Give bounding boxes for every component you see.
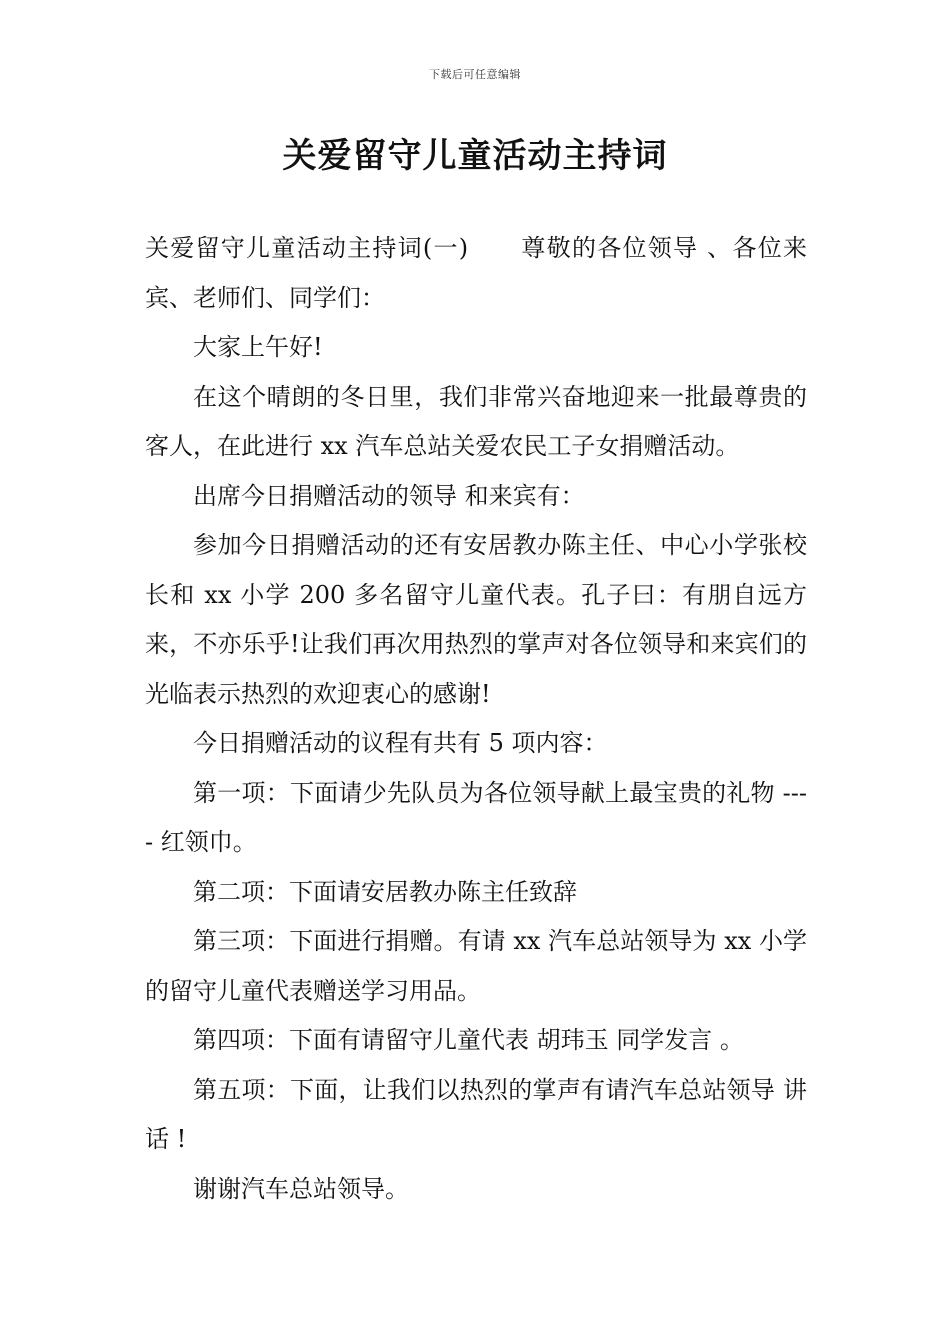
paragraph-participants: 参加今日捐赠活动的还有安居教办陈主任、中心小学张校长和 xx 小学 200 多名留守儿童代表。孔子曰：有朋自远方来，不亦乐乎!让我们再次用热烈的掌声对各位领导和来宾们的光临表示热烈的欢迎衷心的感谢! — [145, 531, 807, 708]
paragraph-agenda-item-5: 第五项：下面，让我们以热烈的掌声有请汽车总站领导 讲话 ! — [145, 1075, 807, 1153]
paragraph-greeting: 大家上午好! — [193, 333, 323, 361]
header-note: 下载后可任意编辑 — [429, 68, 521, 81]
paragraph-welcome: 在这个晴朗的冬日里，我们非常兴奋地迎来一批最尊贵的客人，在此进行 xx 汽车总站关爱农民工子女捐赠活动。 — [145, 382, 807, 460]
opening-heading: 关爱留守儿童活动主持词(一) — [145, 234, 469, 262]
document-body — [145, 224, 807, 1214]
paragraph-agenda-intro: 今日捐赠活动的议程有共有 5 项内容： — [193, 729, 608, 757]
paragraph-agenda-item-4: 第四项：下面有请留守儿童代表 胡玮玉 同学发言 。 — [193, 1026, 744, 1054]
paragraph-thanks: 谢谢汽车总站领导。 — [193, 1174, 409, 1203]
paragraph-attendees: 出席今日捐赠活动的领导 和来宾有： — [193, 481, 585, 510]
opening-salutation: 尊敬的各位领导 、各位来宾、老师们、同学们： — [145, 234, 807, 312]
opening-paragraph — [145, 224, 807, 323]
paragraph-agenda-item-2: 第二项：下面请安居教办陈主任致辞 — [193, 877, 577, 906]
paragraph-agenda-item-3: 第三项：下面进行捐赠。有请 xx 汽车总站领导为 xx 小学的留守儿童代表赠送学习用品。 — [145, 927, 807, 1005]
paragraph-agenda-item-1: 第一项：下面请少先队员为各位领导献上最宝贵的礼物 ---- 红领巾。 — [145, 778, 807, 856]
document-title: 关爱留守儿童活动主持词 — [282, 136, 668, 176]
